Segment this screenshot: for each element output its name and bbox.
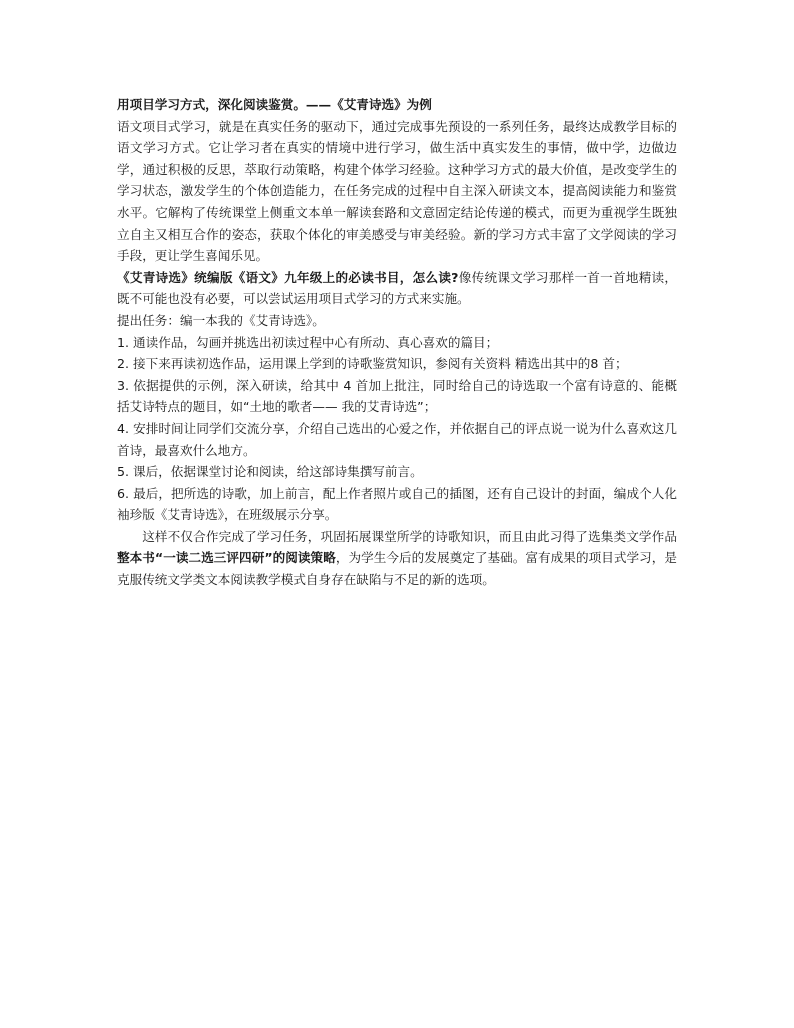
conclusion-text: 这样不仅合作完成了学习任务，巩固拓展课堂所学的诗歌知识，而且由此习得了选集类文学作品 [142,528,677,544]
step-item: 5. 课后，依据课堂讨论和阅读，给这部诗集撰写前言。 [117,464,423,480]
question-paragraph [117,267,677,310]
step-item: 3. 依据提供的示例，深入研读，给其中 4 首加上批注，同时给自己的诗选取一个富有诗意的、能概括艾诗特点的题目，如“土地的歌者—— 我的艾青诗选”； [117,377,677,415]
intro-paragraph: 语文项目式学习，就是在真实任务的驱动下，通过完成事先预设的一系列任务，最终达成教学目标的语文学习方式。它让学习者在真实的情境中进行学习，做生活中真实发生的事情，做中学，边做边学，通过积极的反思，萃取行动策略，构建个体学习经验。这种学习方式的最大价值，是改变学生的学习状态，激发学生的个体创造能力，在任务完成的过程中自主深入研读文本，提高阅读能力和鉴赏水平。它解构了传统课堂上侧重文本单一解读套路和文意固定结论传递的模式，而更为重视学生既独立自主又相互合作的姿态，获取个体化的审美感受与审美经验。新的学习方式丰富了文学阅读的学习手段，更让学生喜闻乐见。 [117,118,677,264]
step-item: 6. 最后，把所选的诗歌，加上前言，配上作者照片或自己的插图，还有自己设计的封面，编成个人化袖珍版《艾青诗选》，在班级展示分享。 [117,485,677,523]
document-body [117,94,677,591]
document-title: 用项目学习方式，深化阅读鉴赏。——《艾青诗选》为例 [117,97,432,112]
step-item: 1. 通读作品，勾画并挑选出初读过程中心有所动、真心喜欢的篇目； [117,334,499,350]
task-intro: 提出任务：编一本我的《艾青诗选》。 [117,312,325,328]
question-bold-text: 《艾青诗选》统编版《语文》九年级上的必读书目，怎么读? [117,269,459,285]
conclusion-paragraph [117,526,677,591]
step-item: 4. 安排时间让同学们交流分享，介绍自己选出的心爱之作，并依据自己的评点说一说为什么喜欢这几首诗，最喜欢什么地方。 [117,420,677,458]
question-rest-text: 像传统课文学习那样一首一首地精读，既不可能也没有必要，可以尝试运用项目式学习的方式来实施。 [117,269,678,307]
conclusion-text: ，为学生今后的发展奠定了基础。富有成果的项目式学习，是克服传统文学类文本阅读教学模式自身存在缺陷与不足的新的选项。 [117,550,678,588]
conclusion-bold-text: 整本书“一读二选三评四研”的阅读策略 [117,550,336,566]
step-item: 2. 接下来再读初选作品，运用课上学到的诗歌鉴赏知识，参阅有关资料 精选出其中的8 首； [117,356,628,372]
